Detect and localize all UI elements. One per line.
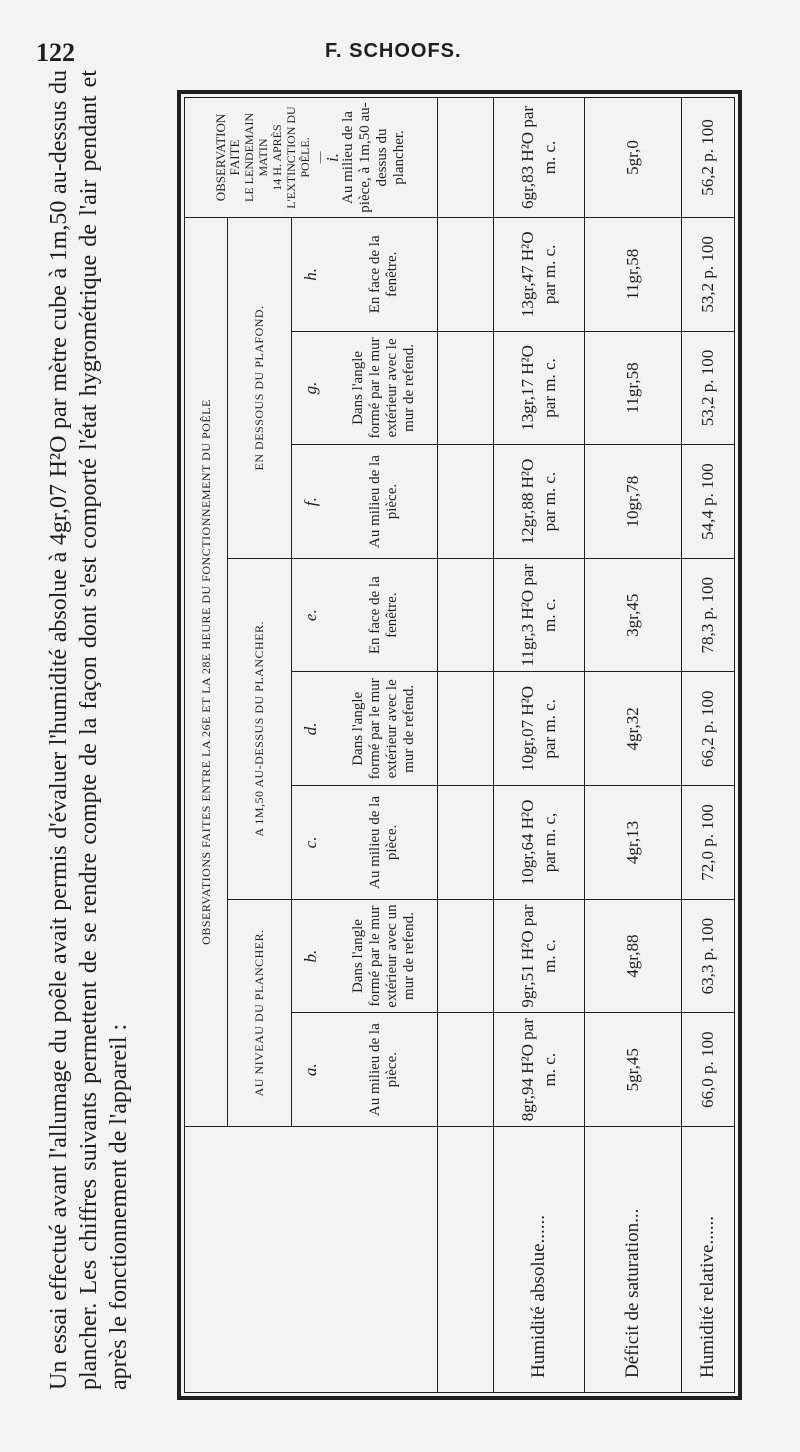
table-cell: 9gr,51 H²O par m. c. bbox=[494, 899, 585, 1013]
table-cell: 10gr,78 bbox=[585, 445, 682, 559]
stub-header bbox=[185, 1127, 438, 1393]
col-desc-c: Au milieu de la pièce. bbox=[330, 786, 438, 900]
col-letter-b: b. bbox=[292, 899, 330, 1013]
table-cell: 10gr,07 H²O par m. c. bbox=[494, 672, 585, 786]
table-cell: 6gr,83 H²O par m. c. bbox=[494, 98, 585, 218]
table-cell: 8gr,94 H²O par m. c. bbox=[494, 1013, 585, 1127]
page-number: 122 bbox=[36, 38, 75, 67]
col-desc-f: Au milieu de la pièce. bbox=[330, 445, 438, 559]
col-desc-g: Dans l'angle formé par le mur extérieur avec le mur de refend. bbox=[330, 331, 438, 445]
table-cell: 66,0 p. 100 bbox=[682, 1013, 735, 1127]
table-cell: 78,3 p. 100 bbox=[682, 558, 735, 672]
table-cell: 53,2 p. 100 bbox=[682, 331, 735, 445]
row-label-saturation-deficit: Déficit de saturation... bbox=[585, 1127, 682, 1393]
table-cell: 56,2 p. 100 bbox=[682, 98, 735, 218]
intro-paragraph: Un essai effectué avant l'allumage du poêle avait permis d'évaluer l'humidité absolue à 4gr,07 H²O par mètre cube à 1m,50 au-dessus du plancher. Les chiffres suivants permettent de se rendre compte de la façon dont s'est comporté l'état hygrométrique de l'air pendant et après le fonctionnement de l'appareil : bbox=[46, 70, 132, 1390]
table-cell: 10gr,64 H²O par m. c, bbox=[494, 786, 585, 900]
col-desc-d: Dans l'angle formé par le mur extérieur avec le mur de refend. bbox=[330, 672, 438, 786]
table-row bbox=[494, 98, 585, 1393]
rotated-content bbox=[42, 60, 742, 1400]
col-desc-h: En face de la fenêtre. bbox=[330, 218, 438, 332]
col-letter-h: h. bbox=[292, 218, 330, 332]
table-row bbox=[585, 98, 682, 1393]
col-desc-a: Au milieu de la pièce. bbox=[330, 1013, 438, 1127]
main-header: OBSERVATIONS FAITES ENTRE LA 26E ET LA 28E HEURE DU FONCTIONNEMENT DU POÊLE bbox=[185, 218, 228, 1127]
table-cell: 53,2 p. 100 bbox=[682, 218, 735, 332]
table-cell: 63,3 p. 100 bbox=[682, 899, 735, 1013]
col-desc-b: Dans l'angle formé par le mur extérieur avec un mur de refend. bbox=[330, 899, 438, 1013]
col-letter-a: a. bbox=[292, 1013, 330, 1127]
table-frame bbox=[177, 90, 742, 1400]
col-letter-f: f. bbox=[292, 445, 330, 559]
group-header-mid: A 1M,50 AU-DESSUS DU PLANCHER. bbox=[228, 558, 292, 899]
table-cell: 3gr,45 bbox=[585, 558, 682, 672]
table-cell: 4gr,32 bbox=[585, 672, 682, 786]
running-title: F. SCHOOFS. bbox=[325, 40, 462, 62]
table-cell: 66,2 p. 100 bbox=[682, 672, 735, 786]
spacer-row bbox=[438, 98, 494, 1393]
row-label-absolute-humidity: Humidité absolue...... bbox=[494, 1127, 585, 1393]
group-header-floor: AU NIVEAU DU PLANCHER. bbox=[228, 899, 292, 1126]
group-header-ceiling: EN DESSOUS DU PLAFOND. bbox=[228, 218, 292, 559]
col-letter-g: g. bbox=[292, 331, 330, 445]
col-letter-c: c. bbox=[292, 786, 330, 900]
humidity-table bbox=[184, 97, 735, 1393]
table-row bbox=[682, 98, 735, 1393]
col-desc-e: En face de la fenêtre. bbox=[330, 558, 438, 672]
table-cell: 11gr,3 H²O par m. c. bbox=[494, 558, 585, 672]
table-cell: 72,0 p. 100 bbox=[682, 786, 735, 900]
table-cell: 4gr,13 bbox=[585, 786, 682, 900]
obs-next-morning-header: OBSERVATION FAITE LE LENDEMAIN MATIN 14 H. APRÈS L'EXTINCTION DU POÊLE. — i. Au milieu de la pièce, à 1m,50 au-dessus du plancher. bbox=[185, 98, 438, 218]
table-cell: 5gr,45 bbox=[585, 1013, 682, 1127]
table-cell: 11gr,58 bbox=[585, 331, 682, 445]
table-cell: 54,4 p. 100 bbox=[682, 445, 735, 559]
table-cell: 4gr,88 bbox=[585, 899, 682, 1013]
table-cell: 5gr,0 bbox=[585, 98, 682, 218]
col-letter-e: e. bbox=[292, 558, 330, 672]
table-cell: 11gr,58 bbox=[585, 218, 682, 332]
table-cell: 13gr,17 H²O par m. c. bbox=[494, 331, 585, 445]
table-cell: 12gr,88 H²O par m. c. bbox=[494, 445, 585, 559]
row-label-relative-humidity: Humidité relative...... bbox=[682, 1127, 735, 1393]
col-letter-d: d. bbox=[292, 672, 330, 786]
table-cell: 13gr,47 H²O par m. c. bbox=[494, 218, 585, 332]
